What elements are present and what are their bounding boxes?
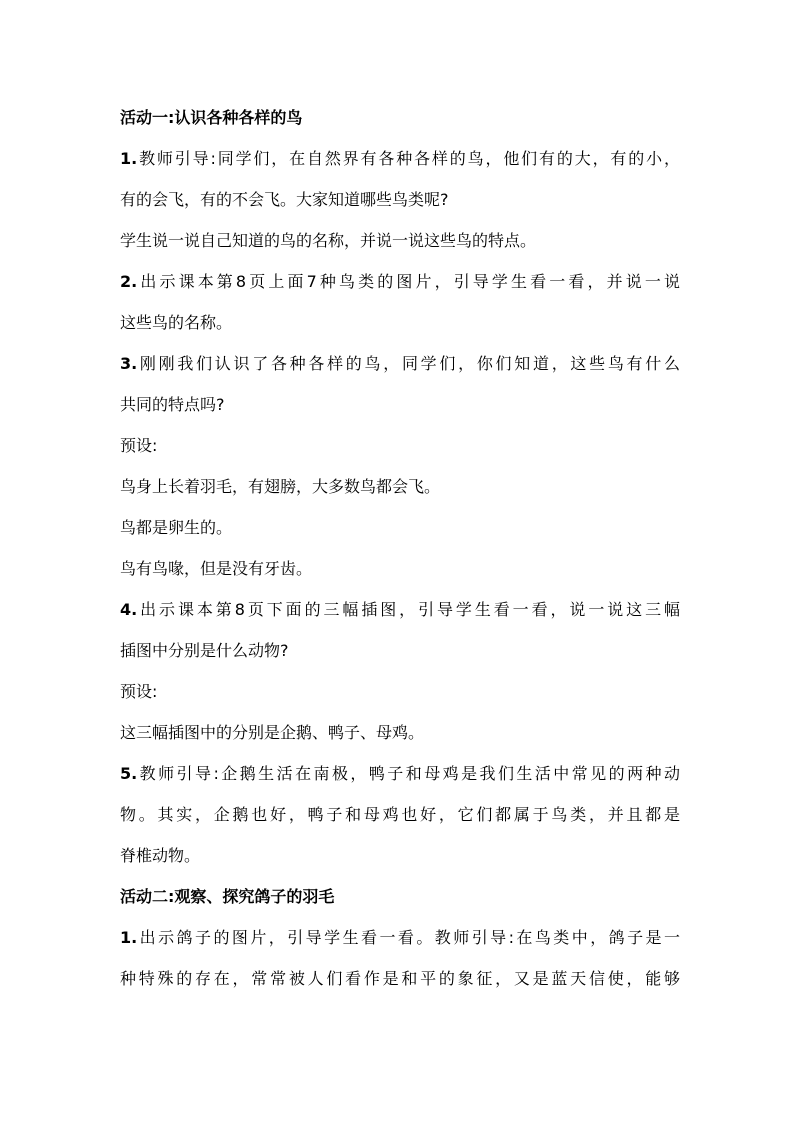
line-text: 预设:: [120, 682, 158, 701]
item-number: 1.: [120, 149, 138, 168]
paragraph-line: [120, 179, 680, 220]
paragraph-line: [120, 384, 680, 425]
paragraph-line: [120, 220, 680, 261]
line-text: 鸟有鸟喙，但是没有牙齿。: [120, 559, 313, 578]
item-number: 3.: [120, 354, 138, 373]
item-number: 5.: [120, 764, 138, 783]
paragraph-line: [120, 835, 680, 876]
line-text: 预设:: [120, 436, 158, 455]
line-text: 刚刚我们认识了各种各样的鸟，同学们，你们知道，这些鸟有什么: [137, 354, 680, 373]
line-text: 活动二:观察、探究鸽子的羽毛: [120, 887, 335, 906]
line-text: 出示课本第8页上面7种鸟类的图片，引导学生看一看，并说一说: [137, 272, 680, 291]
paragraph-line: [120, 507, 680, 548]
line-text: 插图中分别是什么动物?: [120, 641, 289, 660]
line-text: 鸟都是卵生的。: [120, 518, 233, 537]
line-text: 这三幅插图中的分别是企鹅、鸭子、母鸡。: [120, 723, 425, 742]
line-text: 鸟身上长着羽毛，有翅膀，大多数鸟都会飞。: [120, 477, 441, 496]
paragraph-line: [120, 917, 680, 958]
paragraph-line: [120, 589, 680, 630]
line-text: 教师引导:同学们，在自然界有各种各样的鸟，他们有的大，有的小，: [137, 149, 680, 168]
item-number: 4.: [120, 600, 138, 619]
line-text: 出示鸽子的图片，引导学生看一看。教师引导:在鸟类中，鸽子是一: [137, 928, 680, 947]
paragraph-line: [120, 753, 680, 794]
line-text: 物。其实，企鹅也好，鸭子和母鸡也好，它们都属于鸟类，并且都是: [120, 805, 680, 824]
line-text: 教师引导:企鹅生活在南极，鸭子和母鸡是我们生活中常见的两种动: [137, 764, 680, 783]
item-number: 2.: [120, 272, 138, 291]
line-text: 共同的特点吗?: [120, 395, 225, 414]
document-body: [120, 97, 680, 999]
line-text: 这些鸟的名称。: [120, 313, 233, 332]
paragraph-line: [120, 548, 680, 589]
line-text: 出示课本第8页下面的三幅插图，引导学生看一看，说一说这三幅: [137, 600, 680, 619]
line-text: 活动一:认识各种各样的鸟: [120, 108, 303, 127]
paragraph-line: [120, 425, 680, 466]
line-text: 脊椎动物。: [120, 846, 201, 865]
paragraph-line: [120, 138, 680, 179]
section-heading: [120, 876, 680, 917]
paragraph-line: [120, 630, 680, 671]
paragraph-line: [120, 302, 680, 343]
paragraph-line: [120, 794, 680, 835]
section-heading: [120, 97, 680, 138]
line-text: 有的会飞，有的不会飞。大家知道哪些鸟类呢?: [120, 190, 449, 209]
line-text: 种特殊的存在，常常被人们看作是和平的象征，又是蓝天信使，能够: [120, 969, 680, 988]
paragraph-line: [120, 466, 680, 507]
paragraph-line: [120, 343, 680, 384]
line-text: 学生说一说自己知道的鸟的名称，并说一说这些鸟的特点。: [120, 231, 537, 250]
paragraph-line: [120, 261, 680, 302]
paragraph-line: [120, 712, 680, 753]
paragraph-line: [120, 958, 680, 999]
paragraph-line: [120, 671, 680, 712]
item-number: 1.: [120, 928, 138, 947]
